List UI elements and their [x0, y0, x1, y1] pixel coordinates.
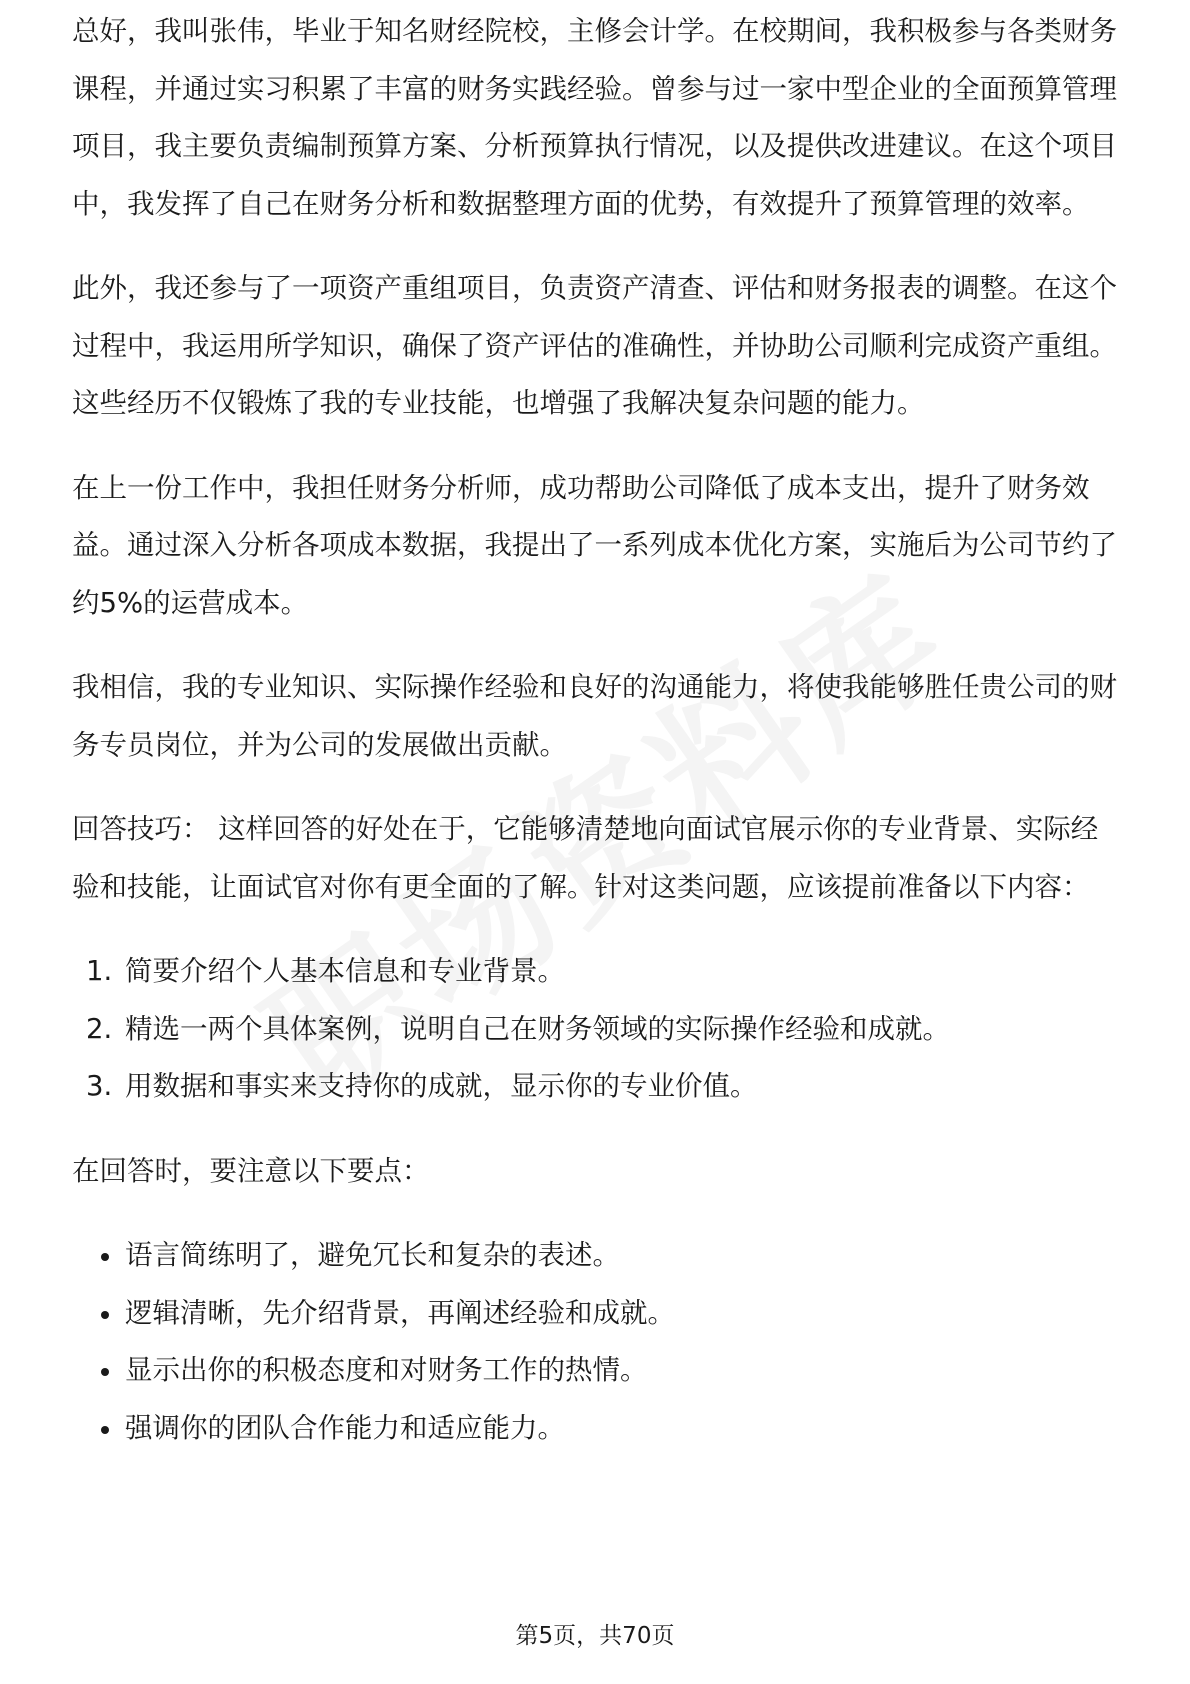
list-number: 3. [86, 1070, 113, 1102]
paragraph-key-points-intro: 在回答时，要注意以下要点： [72, 1154, 430, 1187]
paragraph-intro: 总好，我叫张伟，毕业于知名财经院校，主修会计学。在校期间，我积极参与各类财务课程，并通过实习积累了丰富的财务实践经验。曾参与过一家中型企业的全面预算管理项目，我主要负责编制预算方案、分析预算执行情况，以及提供改进建议。在这个项目中，我发挥了自己在财务分析和数据整理方面的优势，有效提升了预算管理的效率。 [72, 15, 1117, 220]
document-body [72, 15, 1124, 1457]
list-item [72, 1285, 1124, 1343]
paragraph-conclusion: 我相信，我的专业知识、实际操作经验和良好的沟通能力，将使我能够胜任贵公司的财务专员岗位，并为公司的发展做出贡献。 [72, 671, 1117, 761]
list-item [72, 1001, 1124, 1059]
list-item-text: 精选一两个具体案例，说明自己在财务领域的实际操作经验和成就。 [125, 1012, 950, 1045]
paragraph-previous-job: 在上一份工作中，我担任财务分析师，成功帮助公司降低了成本支出，提升了财务效益。通过深入分析各项成本数据，我提出了一系列成本优化方案，实施后为公司节约了约5%的运营成本。 [72, 471, 1117, 619]
list-item [72, 1227, 1124, 1285]
list-item-text: 简要介绍个人基本信息和专业背景。 [125, 955, 565, 987]
list-item [72, 1400, 1124, 1458]
bullet-icon [101, 1311, 109, 1319]
list-item-text: 用数据和事实来支持你的成就，显示你的专业价值。 [125, 1070, 758, 1102]
list-item [72, 1058, 1124, 1116]
page-footer: 第5页，共70页 [515, 1623, 675, 1649]
paragraph-answer-tips: 回答技巧： 这样回答的好处在于，它能够清楚地向面试官展示你的专业背景、实际经验和技能，让面试官对你有更全面的了解。针对这类问题，应该提前准备以下内容： [72, 813, 1099, 903]
bullet-list [72, 1227, 1124, 1457]
list-item-text: 逻辑清晰，先介绍背景，再阐述经验和成就。 [125, 1296, 675, 1329]
list-item-text: 强调你的团队合作能力和适应能力。 [125, 1411, 565, 1444]
paragraph-asset-restructuring: 此外，我还参与了一项资产重组项目，负责资产清查、评估和财务报表的调整。在这个过程中，我运用所学知识，确保了资产评估的准确性，并协助公司顺利完成资产重组。这些经历不仅锻炼了我的专业技能，也增强了我解决复杂问题的能力。 [72, 272, 1117, 419]
bullet-icon [101, 1368, 109, 1376]
list-item-text: 显示出你的积极态度和对财务工作的热情。 [125, 1354, 648, 1386]
list-item [72, 943, 1124, 1001]
bullet-icon [101, 1253, 109, 1261]
list-item-text: 语言简练明了，避免冗长和复杂的表述。 [125, 1239, 620, 1271]
list-number: 1. [86, 955, 113, 987]
list-item [72, 1342, 1124, 1400]
bullet-icon [101, 1426, 109, 1434]
list-number: 2. [86, 1012, 113, 1045]
numbered-list [72, 943, 1124, 1116]
